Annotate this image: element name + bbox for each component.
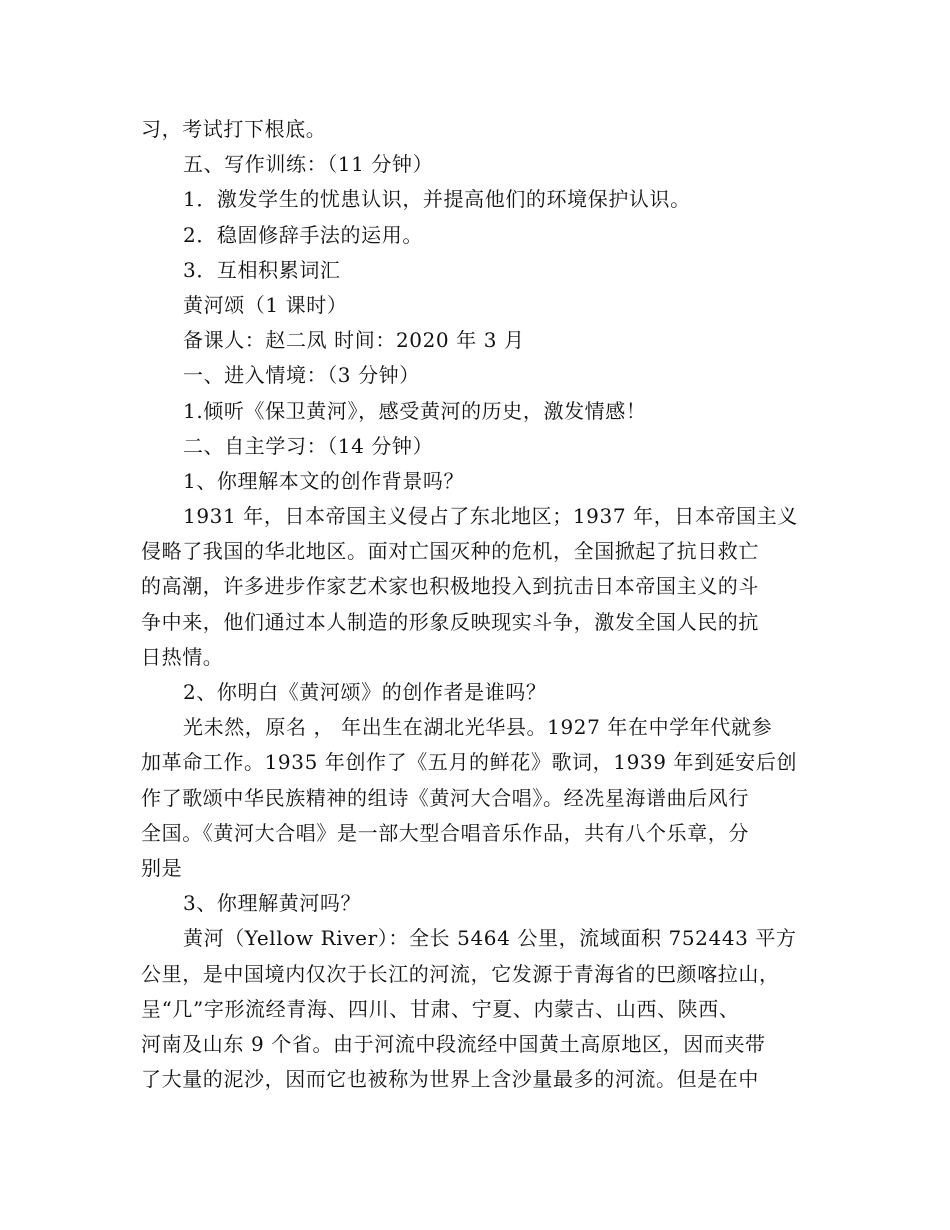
list-item: 1．激发学生的忧患认识，并提高他们的环境保护认识。 (183, 187, 691, 212)
paragraph-line: 黄河（Yellow River）：全长 5464 公里，流域面积 752443 平方 (183, 926, 797, 951)
list-item: 3．互相积累词汇 (183, 257, 341, 282)
lesson-meta: 备课人：赵二凤 时间：2020 年 3 月 (183, 328, 525, 353)
question: 2、你明白《黄河颂》的创作者是谁吗？ (183, 680, 547, 704)
paragraph-line: 1931 年，日本帝国主义侵占了东北地区；1937 年，日本帝国主义 (183, 504, 798, 529)
paragraph-line: 公里，是中国境内仅次于长江的河流，它发源于青海省的巴颜喀拉山， (141, 961, 780, 986)
paragraph-line: 侵略了我国的华北地区。面对亡国灭种的危机，全国掀起了抗日救亡 (141, 539, 759, 564)
section-heading-writing: 五、写作训练：（11 分钟） (183, 152, 434, 177)
list-item: 2．稳固修辞手法的运用。 (183, 222, 423, 247)
paragraph-line: 呈“几”字形流经青海、四川、甘肃、宁夏、内蒙古、山西、陕西、 (141, 996, 740, 1021)
paragraph-line: 了大量的泥沙，因而它也被称为世界上含沙量最多的河流。但是在中 (141, 1067, 759, 1092)
text-line: 习，考试打下根底。 (141, 117, 327, 141)
list-item: 1.倾听《保卫黄河》，感受黄河的历史，激发情感！ (183, 398, 647, 423)
section-heading-self-study: 二、自主学习：（14 分钟） (183, 433, 434, 458)
paragraph-line: 日热情。 (141, 644, 224, 669)
paragraph-line: 河南及山东 9 个省。由于河流中段流经中国黄土高原地区，因而夹带 (141, 1031, 766, 1056)
paragraph-line: 加革命工作。1935 年创作了《五月的鲜花》歌词，1939 年到延安后创 (141, 750, 798, 775)
paragraph-line: 的高潮，许多进步作家艺术家也积极地投入到抗击日本帝国主义的斗 (141, 574, 759, 599)
document-body (141, 112, 811, 1097)
question: 1、你理解本文的创作背景吗？ (183, 468, 465, 493)
lesson-title: 黄河颂（1 课时） (183, 292, 348, 317)
question: 3、你理解黄河吗？ (183, 891, 362, 916)
paragraph-line: 别是 (141, 855, 183, 880)
paragraph-line: 作了歌颂中华民族精神的组诗《黄河大合唱》。经冼星海谱曲后风行 (141, 785, 749, 810)
paragraph-line: 争中来，他们通过本人制造的形象反映现实斗争，激发全国人民的抗 (141, 609, 759, 634)
paragraph-line: 全国。《黄河大合唱》是一部大型合唱音乐作品，共有八个乐章，分 (141, 820, 749, 845)
section-heading-intro: 一、进入情境：（3 分钟） (183, 363, 420, 388)
paragraph-line: 光未然，原名 ， 年出生在湖北光华县。1927 年在中学年代就参 (183, 715, 773, 740)
